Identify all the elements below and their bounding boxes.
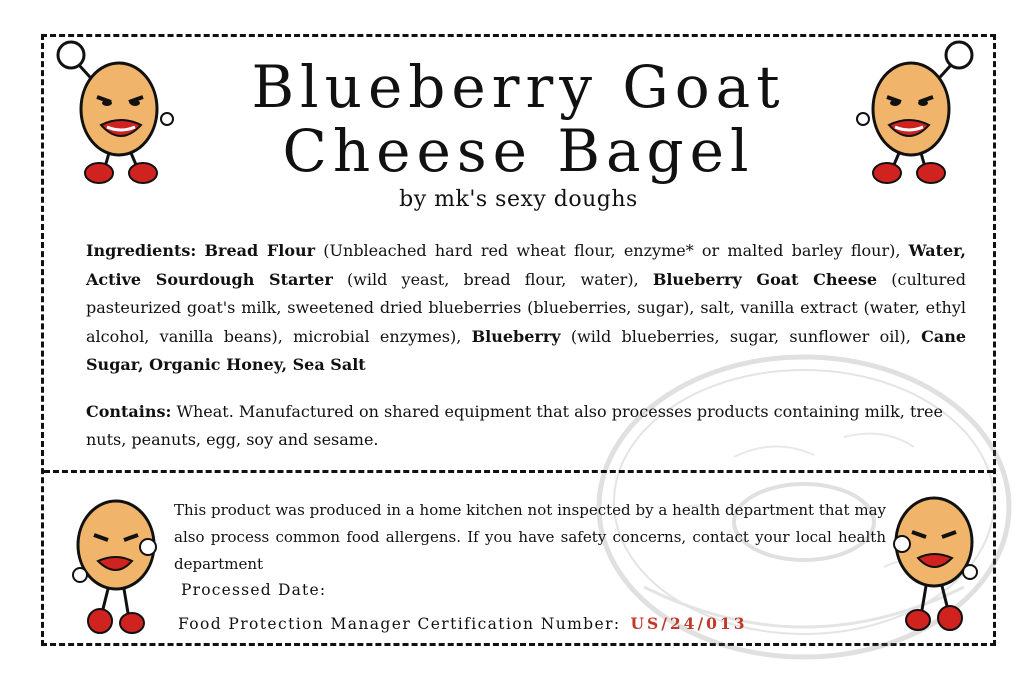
ingredients-paragraph	[86, 237, 966, 380]
product-label	[41, 34, 996, 646]
contains-heading: Contains:	[86, 402, 172, 421]
processed-date-label: Processed Date:	[181, 581, 327, 599]
bagel-mascot-icon	[49, 39, 174, 189]
home-kitchen-notice: This product was produced in a home kitchen not inspected by a health department that may also process common food allergens. If you have safety concerns, contact your local health department	[174, 501, 886, 573]
ingredient-name: Water, Active Sourdough Starter	[86, 241, 966, 289]
bagel-mascot-icon	[856, 39, 981, 189]
ingredients-heading: Ingredients:	[86, 241, 197, 260]
bagel-mascot-icon	[889, 492, 984, 637]
title-line-2: Cheese Bagel	[282, 117, 755, 185]
contains-text: Wheat. Manufactured on shared equipment that also processes products containing milk, tree nuts, peanuts, egg, soy and sesame.	[86, 402, 943, 449]
ingredient-detail: (wild blueberries, sugar, sunflower oil),	[560, 326, 922, 346]
certification-label: Food Protection Manager Certification Number:	[178, 615, 621, 633]
ingredient-name: Blueberry Goat Cheese	[652, 269, 878, 289]
ingredient-detail: (wild yeast, bread flour, water),	[332, 269, 653, 289]
byline: by mk's sexy doughs	[399, 187, 638, 212]
bagel-mascot-icon	[66, 495, 161, 640]
section-divider	[44, 470, 993, 473]
ingredient-detail: (cultured pasteurized goat's milk, sweetened dried blueberries (blueberries, sugar), salt, vanilla extract (water, ethyl alcohol, vanilla beans), microbial enzymes),	[86, 269, 966, 346]
certification-line	[178, 614, 747, 633]
ingredient-name: Bread Flour	[204, 241, 316, 260]
certification-number: US/24/013	[630, 614, 748, 633]
ingredient-name: Blueberry	[471, 326, 561, 346]
allergen-statement	[86, 398, 966, 454]
title-line-1: Blueberry Goat	[251, 53, 786, 121]
ingredient-name: Cane Sugar, Organic Honey, Sea Salt	[86, 326, 967, 374]
ingredient-detail: (Unbleached hard red wheat flour, enzyme* or malted barley flour),	[315, 241, 909, 260]
product-title	[44, 55, 993, 183]
